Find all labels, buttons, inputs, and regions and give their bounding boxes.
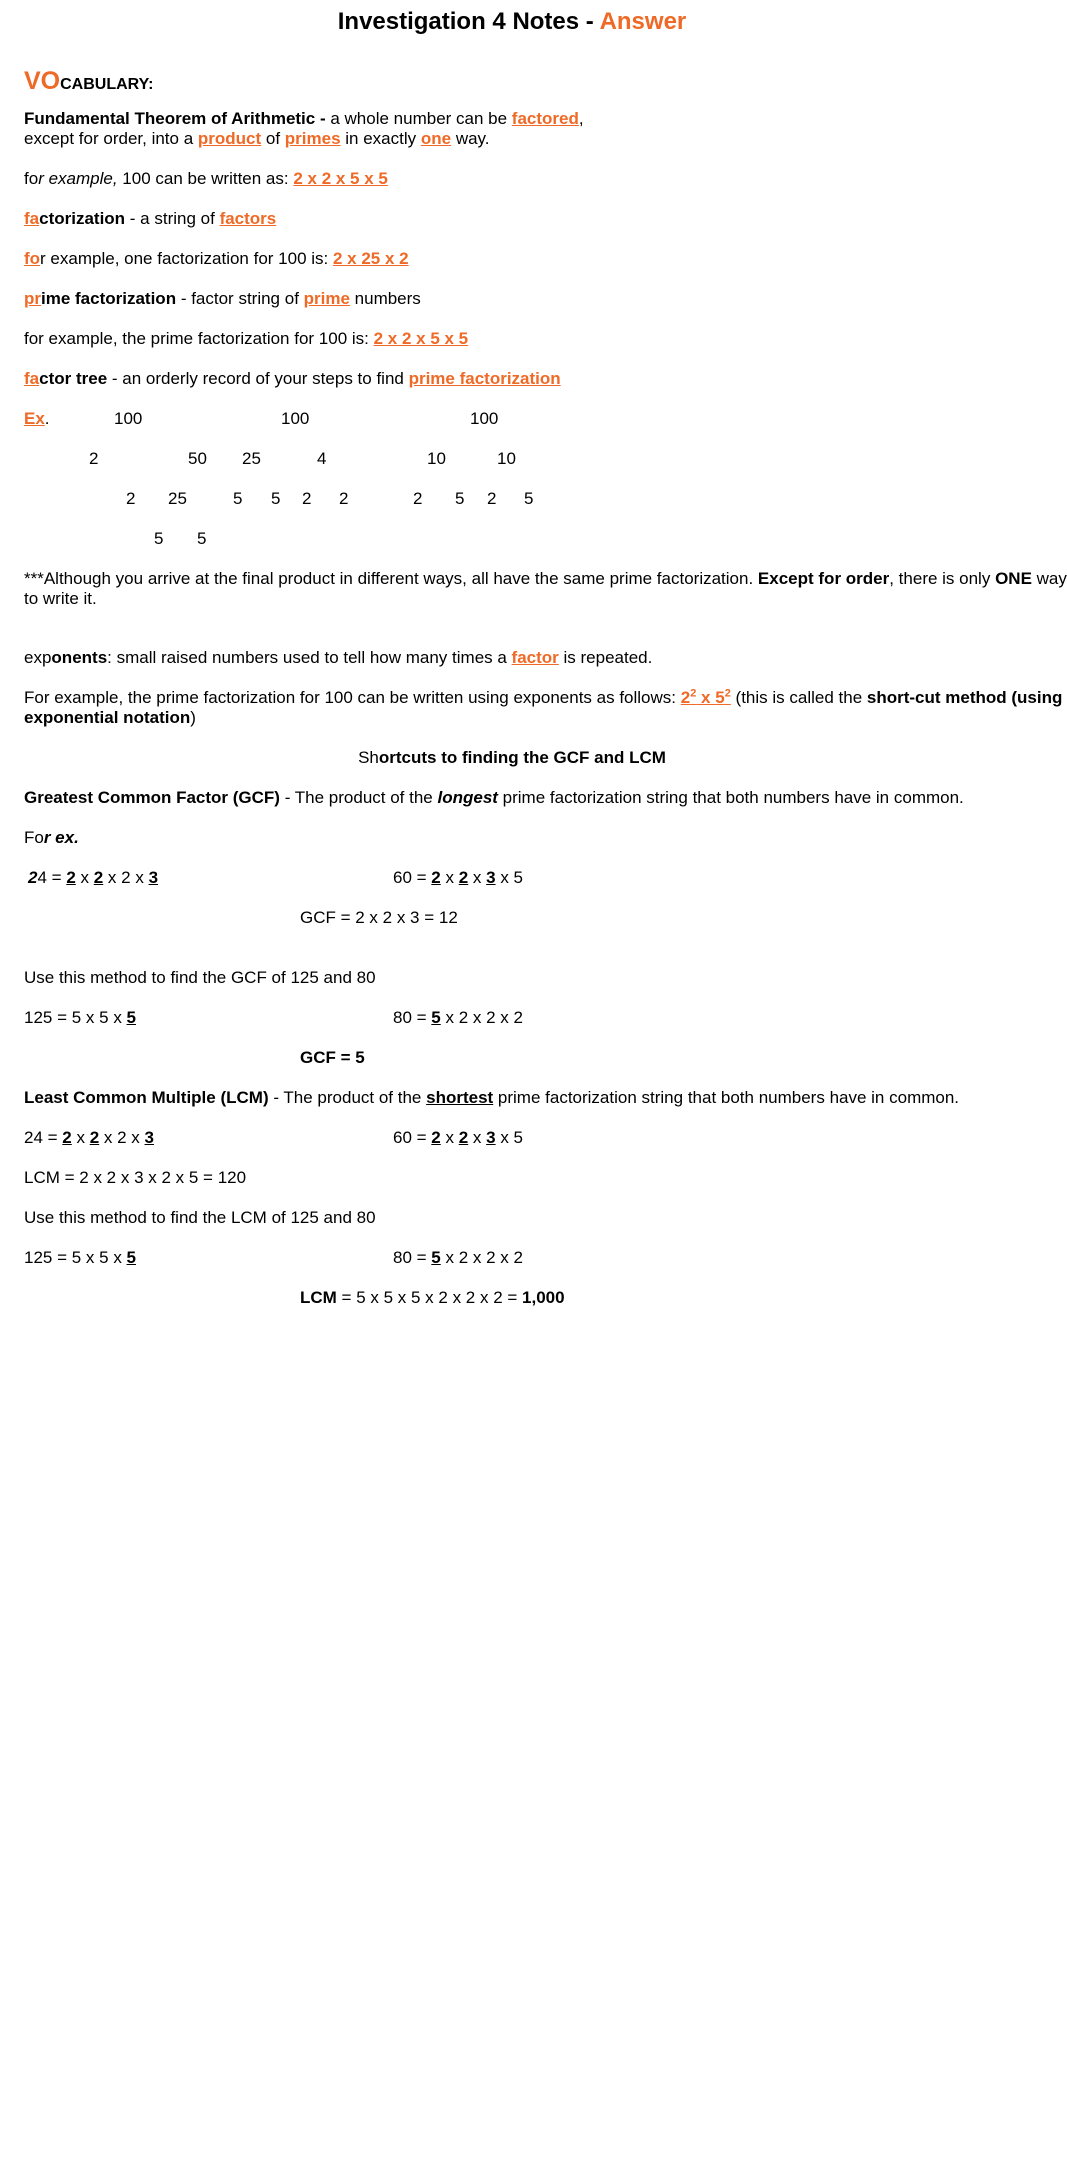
lcm-example-60 bbox=[393, 1128, 523, 1148]
lcm-term: Least Common Multiple (LCM) bbox=[24, 1088, 269, 1107]
prime-factorization-definition bbox=[24, 289, 421, 309]
common-factor: 5 bbox=[126, 1248, 137, 1267]
prime-fact-end: numbers bbox=[349, 289, 421, 308]
answer-exponent-form bbox=[681, 688, 731, 707]
gcf-task: Use this method to find the GCF of 125 and 80 bbox=[24, 968, 376, 987]
factor-tree-accent: fa bbox=[24, 369, 40, 388]
gcf-task-text: 80 = bbox=[393, 1008, 432, 1027]
lcm-definition bbox=[24, 1088, 959, 1108]
common-factor: 3 bbox=[144, 1128, 155, 1147]
gcf-task-80 bbox=[393, 1008, 523, 1028]
vocab-heading-rest: CABULARY: bbox=[60, 76, 154, 93]
fta-text: , bbox=[578, 109, 584, 128]
tree-ex-dot: . bbox=[44, 409, 50, 428]
common-factor: 2 bbox=[431, 868, 441, 887]
lcm-ex-text: x 2 x bbox=[99, 1128, 145, 1147]
common-factor: 2 bbox=[62, 1128, 72, 1147]
gcf-ex-text: x 5 bbox=[495, 868, 524, 887]
ex1-italic: r example, bbox=[38, 169, 118, 188]
exp-notation-end: ) bbox=[190, 708, 196, 727]
lcm-end: prime factorization string that both numbers have in common. bbox=[493, 1088, 960, 1107]
shortcuts-pre: Sh bbox=[358, 748, 379, 767]
gcf-ex-text: x bbox=[468, 868, 487, 887]
common-factor: 5 bbox=[431, 1008, 441, 1027]
answer-factor: factor bbox=[511, 648, 559, 667]
tree2-node: 100 bbox=[281, 409, 310, 428]
lcm-task-125 bbox=[24, 1248, 136, 1268]
exp-example-text: (this is called the bbox=[730, 688, 867, 707]
answer-ex2: 2 x 25 x 2 bbox=[332, 249, 409, 268]
fta-text: in exactly bbox=[340, 129, 421, 148]
exp-base: 2 bbox=[680, 688, 691, 707]
gcf-task-text: x 2 x 2 x 2 bbox=[440, 1008, 523, 1027]
exponents-end: is repeated. bbox=[558, 648, 653, 667]
factorization-mid: - a string of bbox=[125, 209, 220, 228]
tree2-node: 25 bbox=[242, 449, 261, 468]
lcm-task-text: 80 = bbox=[393, 1248, 432, 1267]
fta-line-1 bbox=[24, 109, 584, 129]
tree3-node: 2 bbox=[413, 489, 423, 508]
ex2-accent: fo bbox=[24, 249, 41, 268]
exponent-example-line-1 bbox=[24, 688, 1062, 708]
exponents-mid: : small raised numbers used to tell how many times a bbox=[107, 648, 512, 667]
exp-notation-term: exponential notation bbox=[24, 708, 191, 727]
note-text: way bbox=[1031, 569, 1067, 588]
note-bold: Except for order bbox=[757, 569, 890, 588]
tree-ex-label: Ex bbox=[24, 409, 45, 428]
exp-times: x bbox=[696, 688, 716, 707]
gcf-task-125 bbox=[24, 1008, 136, 1028]
exponents-pre: exp bbox=[24, 648, 52, 667]
prime-fact-accent: pr bbox=[24, 289, 41, 308]
lcm-ex-text: x bbox=[468, 1128, 487, 1147]
lcm-example-24 bbox=[24, 1128, 154, 1148]
tree2-node: 2 bbox=[339, 489, 349, 508]
common-factor: 2 bbox=[66, 868, 76, 887]
common-factor: 2 bbox=[458, 1128, 469, 1147]
tree2-node: 4 bbox=[317, 449, 327, 468]
gcf-ex-text: 4 = bbox=[37, 868, 67, 887]
lcm-ex-text: 24 = bbox=[24, 1128, 63, 1147]
common-factor: 5 bbox=[431, 1248, 441, 1267]
note-text: , there is only bbox=[889, 569, 996, 588]
exp-base: 5 bbox=[715, 688, 725, 707]
common-factor: 2 bbox=[93, 868, 104, 887]
prime-fact-mid: - factor string of bbox=[176, 289, 304, 308]
shortcuts-heading bbox=[0, 748, 1024, 768]
ex2-text: r example, one factorization for 100 is: bbox=[40, 249, 333, 268]
tree1-node: 25 bbox=[168, 489, 187, 508]
gcf-end: prime factorization string that both numbers have in common. bbox=[497, 788, 964, 807]
for-ex-bold: r ex. bbox=[43, 828, 79, 847]
exponent-example-line-2 bbox=[24, 708, 196, 728]
common-factor: 3 bbox=[486, 868, 496, 887]
gcf-definition bbox=[24, 788, 964, 808]
tree1-node: 2 bbox=[126, 489, 136, 508]
fta-line-2 bbox=[24, 129, 490, 149]
gcf-example-result: GCF = 2 x 2 x 3 = 12 bbox=[300, 908, 458, 927]
fta-term: Fundamental Theorem of Arithmetic - bbox=[24, 109, 326, 128]
answer-prime: prime bbox=[303, 289, 350, 308]
lcm-task-text: = 5 x 5 x 5 x 2 x 2 x 2 = bbox=[336, 1288, 523, 1307]
exp-example-text: For example, the prime factorization for 100 can be written using exponents as follows: bbox=[24, 688, 681, 707]
tree2-node: 2 bbox=[302, 489, 312, 508]
example-one-factorization bbox=[24, 249, 409, 269]
gcf-term: Greatest Common Factor (GCF) bbox=[24, 788, 280, 807]
title-main: Investigation 4 Notes - bbox=[337, 8, 600, 35]
answer-ex1: 2 x 2 x 5 x 5 bbox=[293, 169, 388, 188]
fta-text: a whole number can be bbox=[325, 109, 512, 128]
lcm-task-80 bbox=[393, 1248, 523, 1268]
lcm-task-result bbox=[300, 1288, 565, 1308]
ex3-text: for example, the prime factorization for 100 is: bbox=[24, 329, 374, 348]
note-text: ***Although you arrive at the final product in different ways, all have the same prime factorization. bbox=[24, 569, 758, 588]
shortcuts-bold: ortcuts to finding the GCF and LCM bbox=[378, 748, 666, 767]
exp-example-bold: short-cut method (using bbox=[866, 688, 1063, 707]
lcm-mid: - The product of the bbox=[268, 1088, 427, 1107]
tree3-node: 10 bbox=[427, 449, 446, 468]
example-100-written bbox=[24, 169, 388, 189]
lcm-task-text: 125 = 5 x 5 x bbox=[24, 1248, 127, 1267]
gcf-ex-digit: 2 bbox=[28, 868, 38, 887]
answer-factors: factors bbox=[219, 209, 277, 228]
answer-ex3: 2 x 2 x 5 x 5 bbox=[373, 329, 469, 348]
gcf-ex-text: x bbox=[75, 868, 94, 887]
page-title bbox=[0, 8, 1024, 36]
gcf-example-24 bbox=[28, 868, 158, 888]
common-factor: 2 bbox=[431, 1128, 441, 1147]
note-line-2: to write it. bbox=[24, 589, 97, 608]
title-accent: Answer bbox=[599, 8, 687, 35]
exponents-term: onents bbox=[51, 648, 108, 667]
gcf-task-text: 125 = 5 x 5 x bbox=[24, 1008, 127, 1027]
tree1-node: 5 bbox=[197, 529, 207, 548]
factorization-accent: fa bbox=[24, 209, 40, 228]
tree1-node: 100 bbox=[114, 409, 143, 428]
fta-text: way. bbox=[451, 129, 490, 148]
answer-prime-factorization: prime factorization bbox=[408, 369, 561, 388]
lcm-ex-text: x 5 bbox=[495, 1128, 524, 1147]
tree3-node: 5 bbox=[455, 489, 465, 508]
factor-tree-term: ctor tree bbox=[39, 369, 108, 388]
lcm-ex-text: x bbox=[440, 1128, 459, 1147]
note-bold: ONE bbox=[995, 569, 1032, 588]
lcm-task: Use this method to find the LCM of 125 and 80 bbox=[24, 1208, 376, 1227]
answer-product: product bbox=[197, 129, 262, 148]
common-factor: 3 bbox=[486, 1128, 496, 1147]
answer-factored: factored bbox=[511, 109, 579, 128]
tree3-node: 5 bbox=[524, 489, 534, 508]
tree2-node: 5 bbox=[233, 489, 243, 508]
tree1-node: 50 bbox=[188, 449, 207, 468]
gcf-task-result: GCF = 5 bbox=[300, 1048, 365, 1067]
ex1-pre: fo bbox=[24, 169, 39, 188]
factorization-term: ctorization bbox=[39, 209, 126, 228]
lcm-task-text: x 2 x 2 x 2 bbox=[440, 1248, 523, 1267]
factorization-definition bbox=[24, 209, 276, 229]
fta-text: of bbox=[261, 129, 285, 148]
lcm-label: LCM bbox=[300, 1288, 337, 1307]
gcf-emph: longest bbox=[437, 788, 498, 807]
ex1-mid: 100 can be written as: bbox=[117, 169, 294, 188]
tree2-node: 5 bbox=[271, 489, 281, 508]
gcf-ex-text: 60 = bbox=[393, 868, 432, 887]
gcf-mid: - The product of the bbox=[279, 788, 438, 807]
gcf-example-60 bbox=[393, 868, 523, 888]
tree1-node: 2 bbox=[89, 449, 99, 468]
exponents-definition bbox=[24, 648, 652, 668]
exp-power: 2 bbox=[690, 687, 697, 700]
common-factor: 5 bbox=[126, 1008, 137, 1027]
common-factor: 3 bbox=[148, 868, 159, 887]
prime-fact-term: ime factorization bbox=[41, 289, 177, 308]
answer-one: one bbox=[420, 129, 452, 148]
example-prime-factorization bbox=[24, 329, 468, 349]
lcm-emph: shortest bbox=[426, 1088, 494, 1107]
tree3-node: 2 bbox=[487, 489, 497, 508]
gcf-ex-text: x bbox=[440, 868, 459, 887]
answer-primes: primes bbox=[284, 129, 341, 148]
common-factor: 2 bbox=[89, 1128, 100, 1147]
common-factor: 2 bbox=[458, 868, 469, 887]
lcm-example-result: LCM = 2 x 2 x 3 x 2 x 5 = 120 bbox=[24, 1168, 247, 1187]
lcm-answer: 1,000 bbox=[522, 1288, 565, 1307]
lcm-ex-text: 60 = bbox=[393, 1128, 432, 1147]
vocabulary-heading bbox=[24, 66, 153, 100]
tree-example-label bbox=[24, 409, 50, 429]
factor-tree-mid: - an orderly record of your steps to find bbox=[107, 369, 409, 388]
gcf-ex-text: x 2 x bbox=[103, 868, 149, 887]
tree3-node: 10 bbox=[497, 449, 516, 468]
fta-text: except for order, into a bbox=[24, 129, 198, 148]
factor-tree-definition bbox=[24, 369, 561, 389]
exp-power: 2 bbox=[724, 687, 731, 700]
for-example-label bbox=[24, 828, 79, 848]
lcm-ex-text: x bbox=[71, 1128, 90, 1147]
note-line-1 bbox=[24, 569, 1067, 589]
tree3-node: 100 bbox=[470, 409, 499, 428]
vocab-heading-initial: VO bbox=[24, 67, 61, 95]
for-ex-pre: Fo bbox=[24, 828, 44, 847]
tree1-node: 5 bbox=[154, 529, 164, 548]
